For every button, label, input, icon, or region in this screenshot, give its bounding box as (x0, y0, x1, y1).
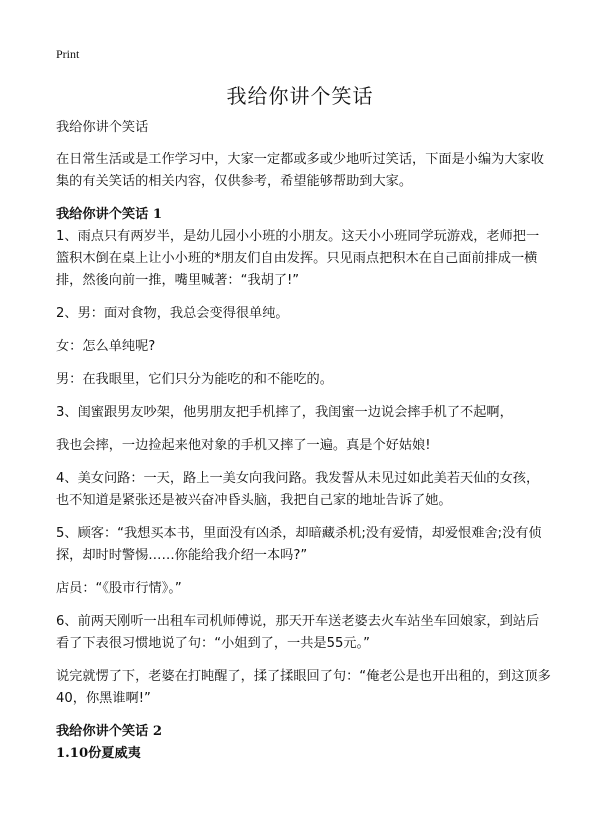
print-link[interactable]: Print (56, 47, 80, 61)
joke-paragraph: 5、顾客：“我想买本书，里面没有凶杀，却暗藏杀机;没有爱情，却爱恨难舍;没有侦探，却时时警惕……你能给我介绍一本吗?” (56, 526, 542, 563)
section-heading: 我给你讲个笑话 2 (56, 724, 163, 739)
joke-paragraph: 4、美女问路：一天，路上一美女向我问路。我发誓从未见过如此美若天仙的女孩，也不知道是紧张还是被兴奋冲昏头脑，我把自己家的地址告诉了她。 (56, 471, 540, 508)
joke-paragraph: 1、雨点只有两岁半，是幼儿园小小班的小朋友。这天小小班同学玩游戏，老师把一篮积木倒在桌上让小小班的*朋友们自由发挥。只见雨点把积木在自己面前排成一横排，然後向前一推，嘴里喊著：“我胡了!” (56, 229, 540, 288)
article-body (56, 117, 552, 765)
joke-paragraph: 我也会摔，一边捡起来他对象的手机又摔了一遍。真是个好姑娘! (56, 438, 431, 453)
page-title: 我给你讲个笑话 (226, 84, 374, 108)
joke-paragraph: 女：怎么单纯呢? (56, 339, 156, 354)
intro-paragraph: 在日常生活或是工作学习中，大家一定都或多或少地听过笑话，下面是小编为大家收集的有关笑话的相关内容，仅供参考，希望能够帮助到大家。 (56, 152, 544, 189)
joke-paragraph: 2、男：面对食物，我总会变得很单纯。 (56, 306, 289, 321)
joke-paragraph: 男：在我眼里，它们只分为能吃的和不能吃的。 (56, 372, 333, 387)
joke-paragraph: 3、闺蜜跟男友吵架，他男朋友把手机摔了，我闺蜜一边说会摔手机了不起啊， (56, 405, 513, 420)
joke-paragraph: 店员：“《股市行情》。” (56, 581, 182, 596)
section-heading: 我给你讲个笑话 1 (56, 207, 163, 222)
joke-paragraph: 6、前两天刚听一出租车司机师傅说，那天开车送老婆去火车站坐车回娘家，到站后看了下表很习惯地说了句：“小姐到了，一共是55元。” (56, 614, 540, 651)
article-subtitle: 我给你讲个笑话 (56, 120, 149, 135)
subsection-heading: 1.10份夏威夷 (56, 746, 141, 761)
joke-paragraph: 说完就愣了下，老婆在打盹醒了，揉了揉眼回了句：“俺老公是也开出租的，到这顶多40，你黑谁啊!” (56, 669, 551, 706)
